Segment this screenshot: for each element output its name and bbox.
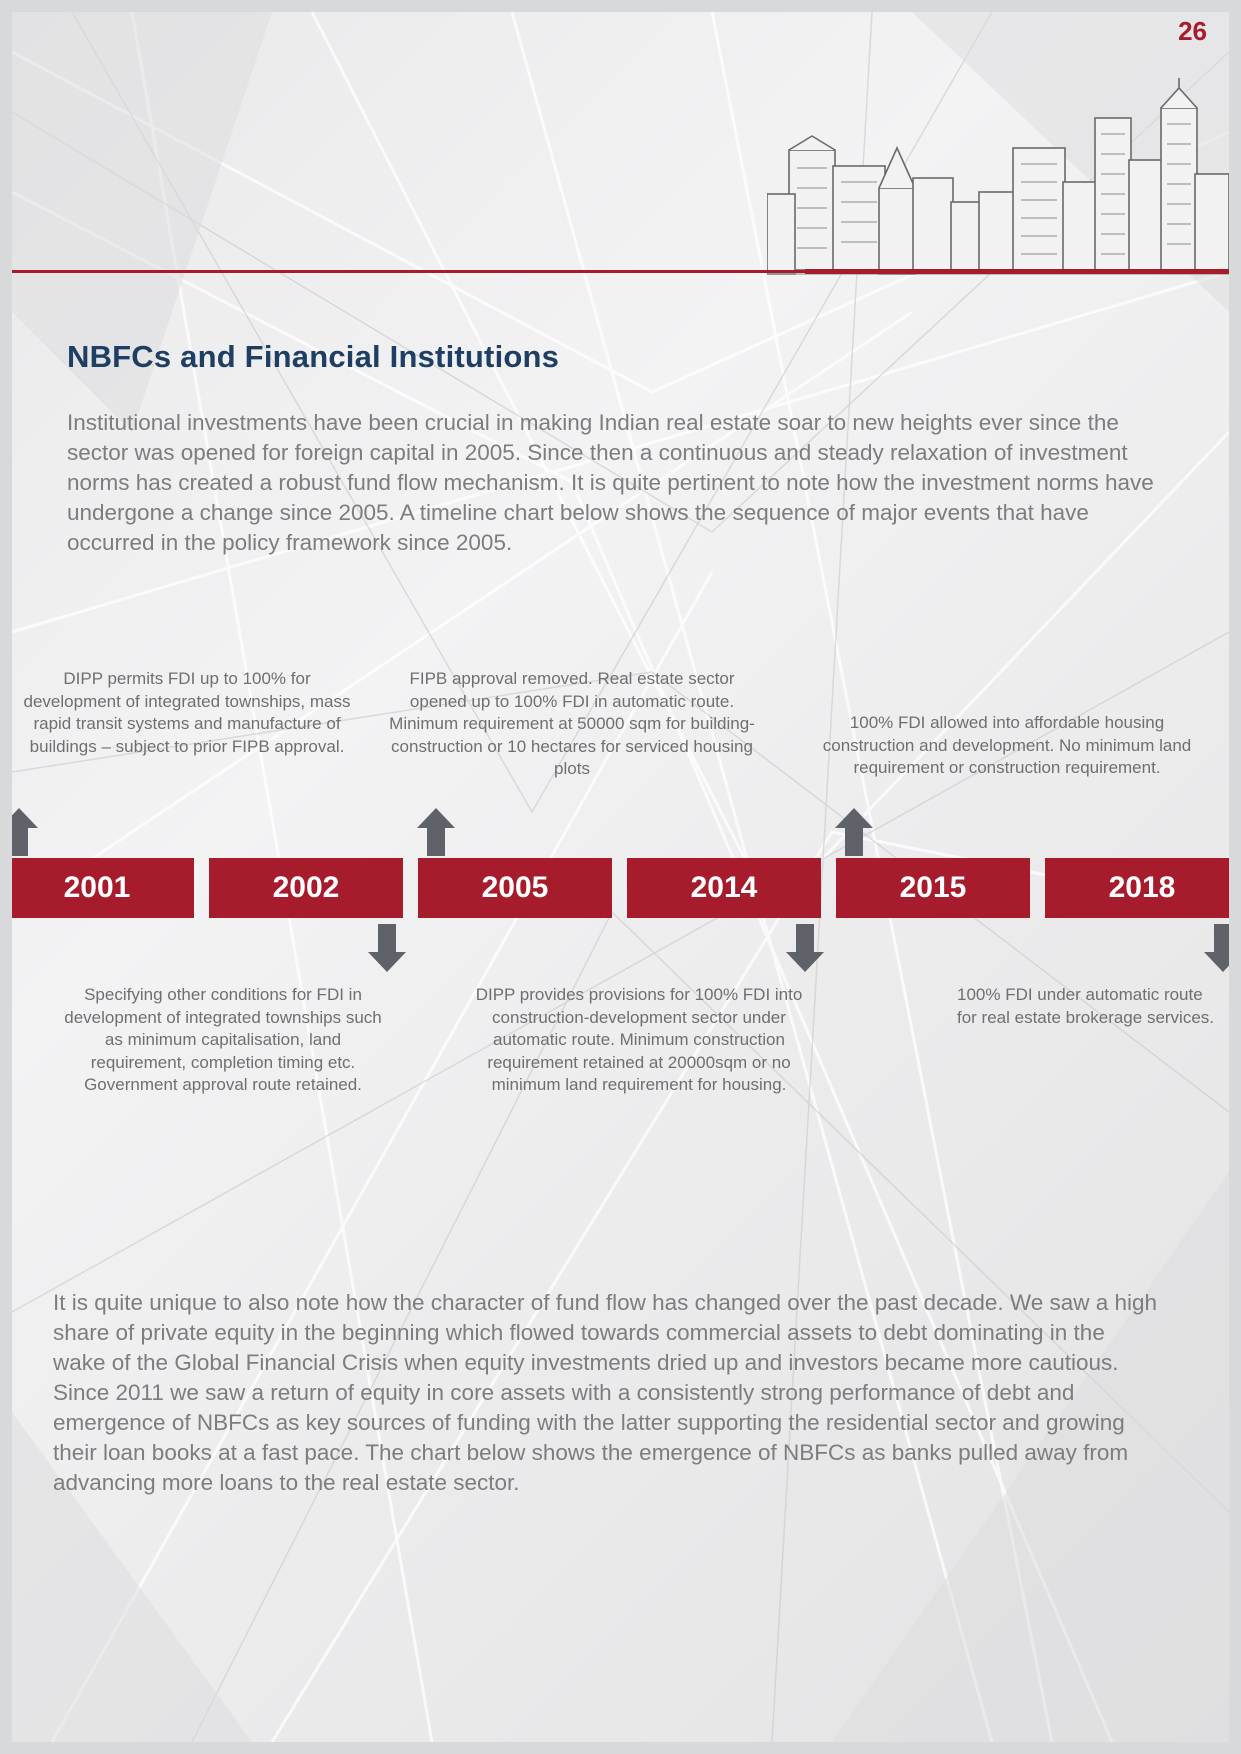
event-2015-text: 100% FDI allowed into affordable housing construction and development. No minimum land requirement or construction requirement. [822, 713, 1192, 777]
event-2018-text: 100% FDI under automatic route for real estate brokerage services. [957, 985, 1215, 1027]
timeline-year-2002: 2002 [209, 858, 403, 918]
intro-paragraph: Institutional investments have been crucial in making Indian real estate soar to new heights ever since the sector was opened for foreign capital in 2005. Since then a continuous and steady relaxation of investment norms has created a robust fund flow mechanism. It is quite pertinent to note how the investment norms have undergone a change since 2005. A timeline chart below shows the sequence of major events that have occurred in the policy framework since 2005. [67, 410, 1154, 555]
section-title: NBFCs and Financial Institutions [67, 339, 560, 374]
header-divider-accent [805, 269, 1229, 274]
arrow-up-icon [835, 808, 873, 856]
page [12, 12, 1229, 1742]
event-2001-text: DIPP permits FDI up to 100% for development of integrated townships, mass rapid transit systems and manufacture of buildings – subject to prior FIPB approval. [23, 669, 351, 756]
timeline-year-2005: 2005 [418, 858, 612, 918]
event-2005-text: FIPB approval removed. Real estate sector opened up to 100% FDI in automatic route. Minimum requirement at 50000 sqm for building-construction or 10 hectares for serviced housing plots [389, 669, 755, 778]
page-number: 26 [1178, 16, 1207, 46]
timeline-year-2001: 2001 [12, 858, 194, 918]
outro-paragraph: It is quite unique to also note how the character of fund flow has changed over the past decade. We saw a high share of private equity in the beginning which flowed towards commercial assets to debt dominating in the wake of the Global Financial Crisis when equity investments dried up and investors became more cautious. Since 2011 we saw a return of equity in core assets with a consistently strong performance of debt and emergence of NBFCs as key sources of funding with the latter supporting the residential sector and growing their loan books at a fast pace. The chart below shows the emergence of NBFCs as banks pulled away from advancing more loans to the real estate sector. [53, 1290, 1158, 1495]
event-2014-text: DIPP provides provisions for 100% FDI into construction-development sector under automatic route. Minimum construction requirement retained at 20000sqm or no minimum land requirement for housing. [475, 985, 803, 1094]
arrow-up-icon [417, 808, 455, 856]
timeline-year-2014: 2014 [627, 858, 821, 918]
city-skyline-sketch-icon [767, 78, 1229, 298]
arrow-down-icon [1204, 924, 1229, 972]
arrow-down-icon [786, 924, 824, 972]
arrow-down-icon [368, 924, 406, 972]
event-2002-text: Specifying other conditions for FDI in development of integrated townships such as minimum capitalisation, land requirement, completion timing etc. Government approval route retained. [64, 985, 382, 1094]
timeline-year-2018: 2018 [1045, 858, 1229, 918]
timeline-year-2015: 2015 [836, 858, 1030, 918]
arrow-up-icon [12, 808, 38, 856]
